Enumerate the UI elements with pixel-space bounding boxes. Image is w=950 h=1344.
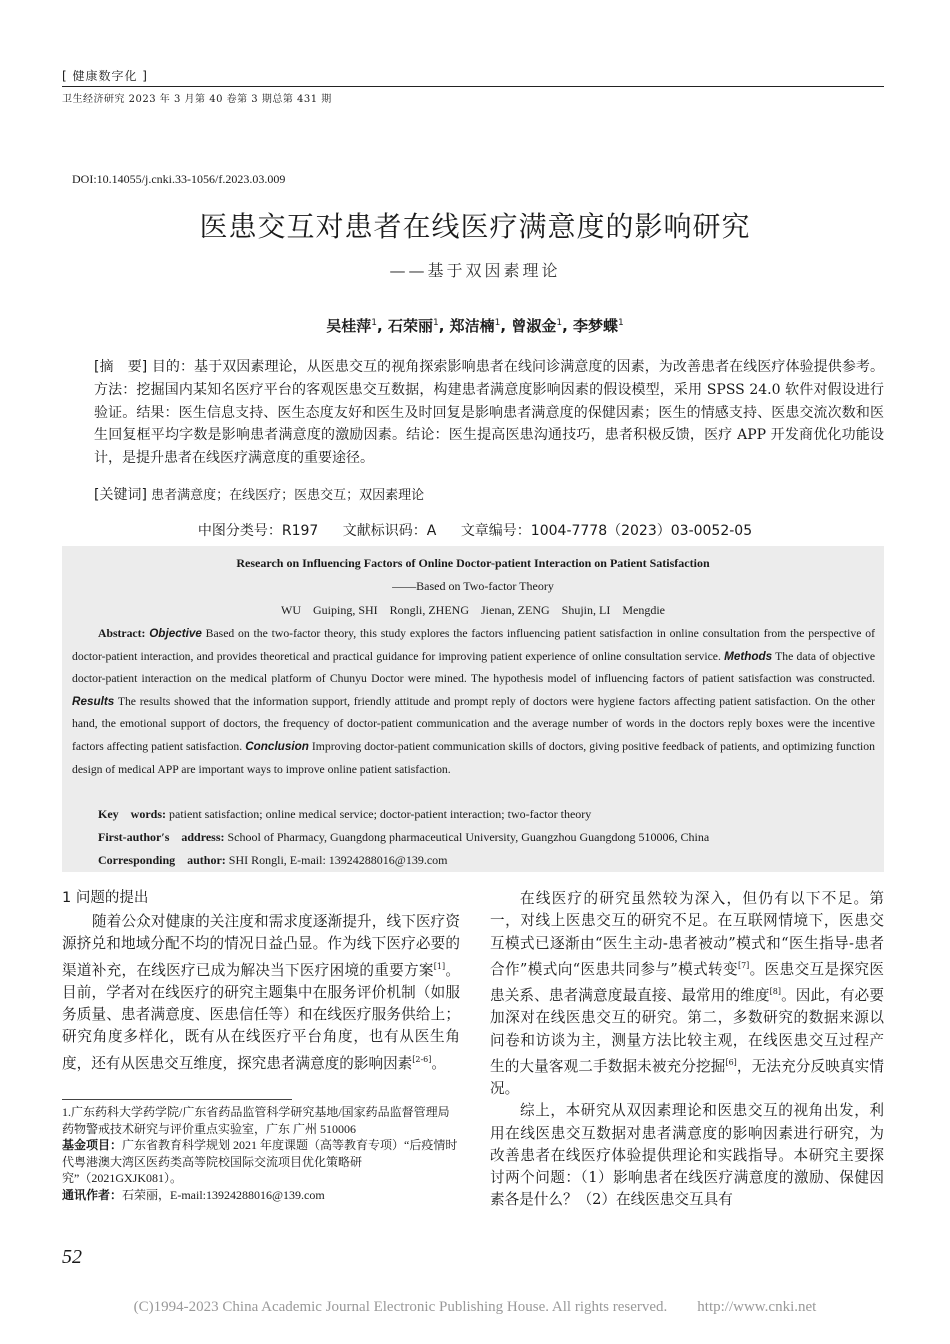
results-text: The results showed that the information support, friendly attitude and prompt reply of doctors were hygiene factors affecting patient satisfaction. On the other hand, the emotional support of doctors, the frequency of doctor-patient communication and the average number of words in the doctors reply boxes were the incentive factors affecting patient satisfaction. (72, 694, 875, 753)
journal-line: 卫生经济研究 2023 年 3 月第 40 卷第 3 期总第 431 期 (62, 94, 332, 105)
paragraph (62, 911, 460, 1075)
author-separator: , (562, 317, 568, 335)
clc-number: 中图分类号：R197 (197, 523, 319, 539)
paragraph: 综上，本研究从双因素理论和医患交互的视角出发，利用在线医患交互数据对患者满意度的影响因素进行研究，为改善患者在线医疗体验提供理论和实践指导。本研究主要探讨两个问题：（1）影响患者在线医疗满意度的激励、保健因素各是什么？（2）在线医患交互具有 (490, 1102, 884, 1209)
page-number: 52 (62, 1246, 82, 1268)
body-left-column (62, 911, 460, 1075)
affiliation-mark: 1 (371, 318, 377, 328)
author-separator: , (500, 317, 507, 335)
fund-text: 广东省教育科学规划 2021 年度课题（高等教育专项）“后疫情时代粤港澳大湾区医药类高等院校国际交流项目优化策略研究”（2021GXJK081）。 (62, 1138, 458, 1185)
affiliation-mark: 1 (494, 318, 501, 328)
results-label: Results (72, 694, 115, 708)
keywords-text-en: patient satisfaction; online medical service; doctor-patient interaction; two-factor theory (166, 807, 592, 821)
english-keywords (98, 805, 591, 822)
fund-label: 基金项目： (62, 1138, 123, 1152)
author-separator: , (377, 317, 383, 335)
author-list (0, 315, 950, 336)
classification-line (0, 520, 950, 540)
citation: [8] (769, 987, 781, 997)
first-author-address (98, 828, 709, 845)
article-number: 文章编号：1004-7778（2023）03-0052-05 (460, 523, 753, 539)
paragraph-text: 。目前，学者对在线医疗的研究主题集中在服务评价机制（如服务质量、患者满意度、医患信任等）和在线医疗服务供给上；研究角度多样化，既有从在线医疗平台角度，也有从医生角度，还有从医患交互维度，探究患者满意度的影响因素 (62, 961, 460, 1072)
objective-text: Based on the two-factor theory, this study explores the factors influencing patient satisfaction in online consultation from the perspective of doctor-patient interaction, and provides theoretical and practical guidance for improving patient experience of online consultation service. (72, 627, 876, 663)
section-tag: [ 健康数字化 ] (62, 69, 148, 83)
affiliation-note: 1.广东药科大学药学院/广东省药品监管科学研究基地/国家药品监督管理局药物警戒技术研究与评价重点实验室，广东 广州 510006 (62, 1105, 450, 1136)
paragraph-text: 在线医疗的研究虽然较为深入，但仍有以下不足。第一，对线上医患交互的研究不足。在互联网情境下，医患交互模式已逐渐由“医生主动-患者被动”模式和“医生指导-患者合作”模式向“医患共同参与”模式转变 (490, 890, 884, 978)
keywords-label: [关键词] (94, 487, 147, 503)
footnote-rule (62, 1099, 292, 1100)
corresponding-label: Corresponding author: (98, 853, 226, 867)
paragraph-text: 随着公众对健康的关注度和需求度逐渐提升，线下医疗资源挤兑和地域分配不均的情况日益凸显。作为线下医疗必要的渠道补充，在线医疗已成为解决当下医疗困境的重要方案 (62, 913, 460, 979)
section-heading: 1 问题的提出 (62, 890, 149, 906)
corr-label: 通讯作者： (62, 1187, 123, 1202)
fund-note (62, 1137, 460, 1187)
paper-title: 医患交互对患者在线医疗满意度的影响研究 (199, 210, 751, 243)
author-name: 李梦蝶 (573, 317, 619, 335)
citation: [2-6] (412, 1054, 432, 1064)
affiliation-mark: 1 (432, 318, 439, 328)
header-rule (62, 86, 884, 87)
doc-code: 文献标识码：A (342, 523, 437, 539)
address-label: First-author′s address: (98, 830, 225, 844)
corr-text: 石荣丽，E-mail:13924288016@139.com (122, 1187, 325, 1202)
doi: DOI:10.14055/j.cnki.33-1056/f.2023.03.009 (72, 172, 286, 186)
keywords-label-en: Key words: (98, 807, 166, 821)
conclusion-text: Improving doctor-patient communication skills of doctors, giving positive feedback of patients, and optimizing function design of medical APP are important ways to improve online patient satisfaction. (72, 739, 875, 776)
affiliation-mark: 1 (556, 318, 563, 328)
keywords-cn (94, 484, 884, 504)
corresponding-note (62, 1187, 460, 1204)
address-text: School of Pharmacy, Guangdong pharmaceutical University, Guangzhou Guangdong 510006, China (224, 830, 710, 844)
author-name: 吴桂萍 (326, 317, 372, 335)
affiliation-mark: 1 (618, 318, 624, 328)
abstract-label: [摘 要] (94, 359, 148, 375)
english-abstract (72, 623, 875, 781)
footnotes (62, 1104, 460, 1203)
copyright-line: (C)1994-2023 China Academic Journal Electronic Publishing House. All rights reserved. http://www.cnki.net (133, 1299, 817, 1315)
objective-label: Objective (149, 627, 202, 640)
english-title: Research on Influencing Factors of Online Doctor-patient Interaction on Patient Satisfaction (236, 556, 710, 570)
citation: [6] (725, 1057, 737, 1067)
english-subtitle: ——Based on Two-factor Theory (392, 579, 554, 593)
keywords-text: 患者满意度；在线医疗；医患交互；双因素理论 (151, 488, 425, 503)
citation: [7] (737, 960, 750, 970)
paragraph-text: 。医患交互是探究医患关系、患者满意度最直接、最常用的维度 (490, 960, 884, 1004)
paragraph-text: ，无法充分反映真实情况。 (490, 1057, 884, 1097)
author-name: 曾淑金 (511, 317, 557, 335)
paragraph-text: 。 (431, 1054, 446, 1072)
paragraph-text: 。因此，有必要加深对在线医患交互的研究。第二，多数研究的数据来源以问卷和访谈为主，测量方法比较主观，在线医患交互过程产生的大量客观二手数据未被充分挖掘 (490, 986, 884, 1075)
conclusion-label: Conclusion (245, 739, 309, 753)
author-name: 郑洁楠 (449, 317, 495, 335)
author-name: 石荣丽 (387, 317, 433, 335)
author-separator: , (438, 317, 445, 335)
paper-subtitle: ——基于双因素理论 (389, 261, 561, 280)
methods-text: The data of objective doctor-patient interaction on the medical platform of Chunyu Doctor were mined. The hypothesis model of influencing factors of patient satisfaction was constructed. (72, 649, 876, 686)
abstract-text: 目的：基于双因素理论，从医患交互的视角探索影响患者在线问诊满意度的因素，为改善患者在线医疗体验提供参考。方法：挖掘国内某知名医疗平台的客观医患交互数据，构建患者满意度影响因素的假设模型，采用 SPSS 24.0 软件对假设进行验证。结果：医生信息支持、医生态度友好和医生及时回复是影响患者满意度的保健因素；医生的情感支持、医患交流次数和医生回复框平均字数是影响患者满意度的激励因素。结论：医生提高医患沟通技巧，患者积极反馈，医疗 APP 开发商优化功能设计，是提升患者在线医疗满意度的重要途径。 (94, 359, 885, 467)
abstract-label-en: Abstract: (98, 627, 146, 640)
english-authors: WU Guiping, SHI Rongli, ZHENG Jienan, ZENG Shujin, LI Mengdie (281, 603, 665, 617)
methods-label: Methods (724, 649, 773, 663)
corresponding-author (98, 851, 448, 868)
abstract-cn (94, 356, 884, 470)
body-right-column (490, 888, 884, 1212)
citation: [1] (433, 961, 446, 971)
paragraph (490, 888, 884, 1100)
corresponding-text: SHI Rongli, E-mail: 13924288016@139.com (225, 853, 448, 867)
